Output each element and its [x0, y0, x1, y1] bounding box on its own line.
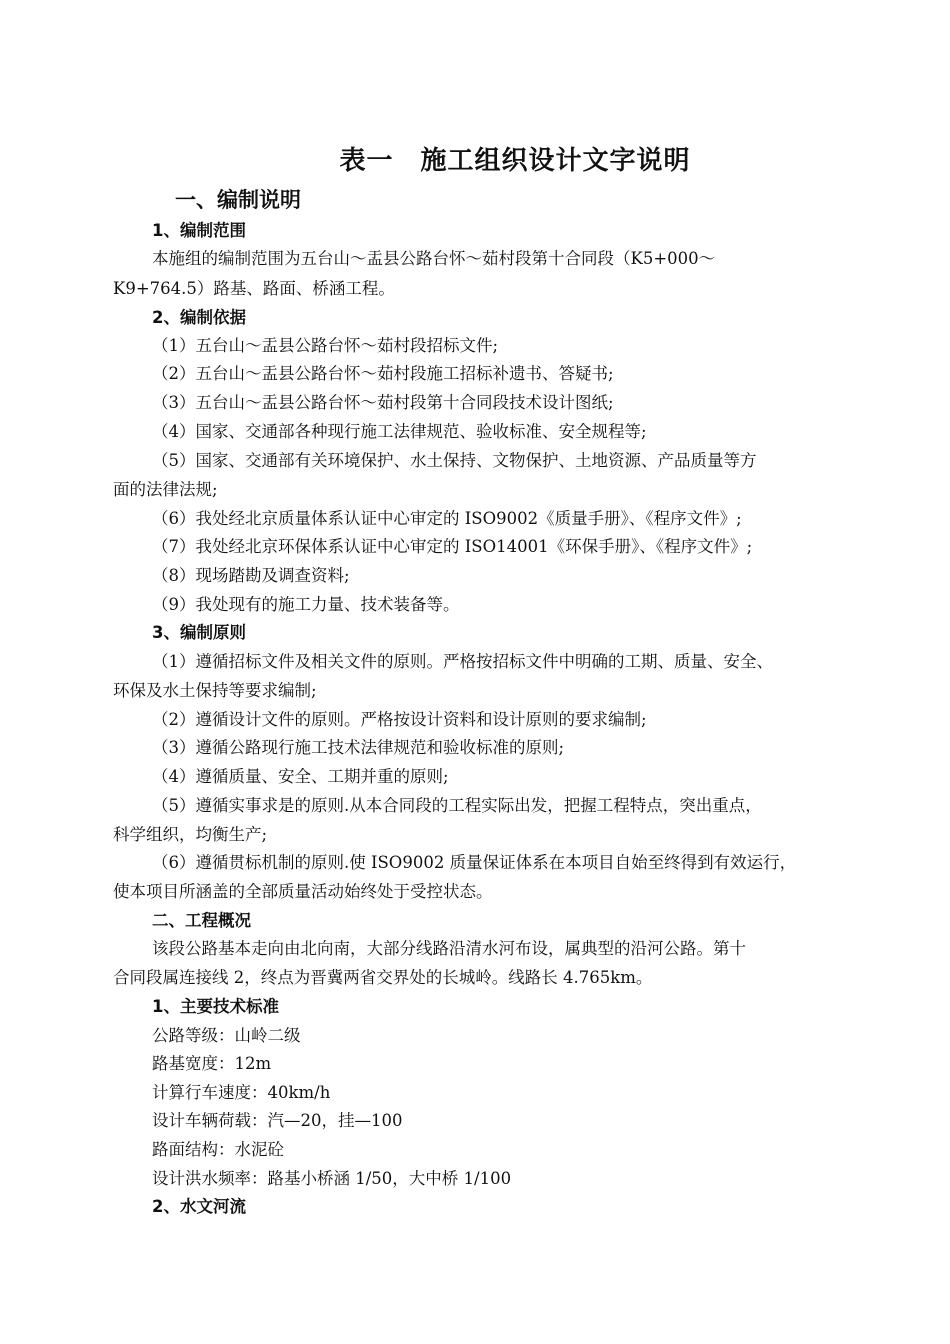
document-title: 表一 施工组织设计文字说明 — [339, 146, 691, 176]
basis-item-3: （3）五台山～盂县公路台怀～茹村段第十合同段技术设计图纸; — [152, 393, 614, 412]
principle-4: （4）遵循质量、安全、工期并重的原则; — [152, 767, 449, 786]
subheading-principles: 3、编制原则 — [152, 623, 246, 642]
overview-paragraph-line2: 合同段属连接线 2，终点为晋冀两省交界处的长城岭。线路长 4.765km。 — [113, 968, 653, 987]
basis-item-5-line2: 面的法律法规; — [113, 480, 218, 499]
standard-vehicle-load: 设计车辆荷载：汽—20，挂—100 — [152, 1111, 403, 1130]
section-heading-compilation: 一、编制说明 — [175, 188, 301, 212]
basis-item-5-line1: （5）国家、交通部有关环境保护、水土保持、文物保护、土地资源、产品质量等方 — [152, 451, 757, 470]
subheading-scope: 1、编制范围 — [152, 221, 246, 240]
standard-flood-frequency: 设计洪水频率：路基小桥涵 1/50，大中桥 1/100 — [152, 1169, 512, 1188]
basis-item-1: （1）五台山～盂县公路台怀～茹村段招标文件; — [152, 336, 499, 355]
basis-item-6: （6）我处经北京质量体系认证中心审定的 ISO9002《质量手册》、《程序文件》; — [152, 509, 742, 528]
principle-1-line1: （1）遵循招标文件及相关文件的原则。严格按招标文件中明确的工期、质量、安全、 — [152, 652, 773, 671]
basis-item-4: （4）国家、交通部各种现行施工法律规范、验收标准、安全规程等; — [152, 422, 647, 441]
subheading-hydrology: 2、水文河流 — [152, 1197, 246, 1216]
standard-pavement: 路面结构：水泥砼 — [152, 1140, 284, 1159]
standard-subgrade-width: 路基宽度：12m — [152, 1054, 272, 1073]
principle-1-line2: 环保及水土保持等要求编制; — [113, 681, 317, 700]
scope-paragraph-line2: K9+764.5）路基、路面、桥涵工程。 — [113, 279, 395, 298]
standard-road-grade: 公路等级：山岭二级 — [152, 1026, 301, 1045]
subheading-standards: 1、主要技术标准 — [152, 997, 279, 1016]
subheading-basis: 2、编制依据 — [152, 308, 246, 327]
standard-design-speed: 计算行车速度：40km/h — [152, 1083, 331, 1102]
basis-item-9: （9）我处现有的施工力量、技术装备等。 — [152, 595, 460, 614]
basis-item-8: （8）现场踏勘及调查资料; — [152, 566, 350, 585]
principle-5-line1: （5）遵循实事求是的原则.从本合同段的工程实际出发，把握工程特点，突出重点， — [152, 796, 762, 815]
basis-item-7: （7）我处经北京环保体系认证中心审定的 ISO14001《环保手册》、《程序文件》; — [152, 537, 753, 556]
principle-6-line2: 使本项目所涵盖的全部质量活动始终处于受控状态。 — [113, 882, 493, 901]
scope-paragraph-line1: 本施组的编制范围为五台山～盂县公路台怀～茹村段第十合同段（K5+000～ — [152, 249, 716, 268]
principle-6-line1: （6）遵循贯标机制的原则.使 ISO9002 质量保证体系在本项目自始至终得到有效运行， — [152, 853, 797, 872]
basis-item-2: （2）五台山～盂县公路台怀～茹村段施工招标补遗书、答疑书; — [152, 364, 614, 383]
principle-3: （3）遵循公路现行施工技术法律规范和验收标准的原则; — [152, 738, 565, 757]
principle-5-line2: 科学组织，均衡生产; — [113, 825, 268, 844]
section-heading-overview: 二、工程概况 — [152, 911, 251, 930]
principle-2: （2）遵循设计文件的原则。严格按设计资料和设计原则的要求编制; — [152, 710, 647, 729]
overview-paragraph-line1: 该段公路基本走向由北向南，大部分线路沿清水河布设，属典型的沿河公路。第十 — [152, 939, 746, 958]
